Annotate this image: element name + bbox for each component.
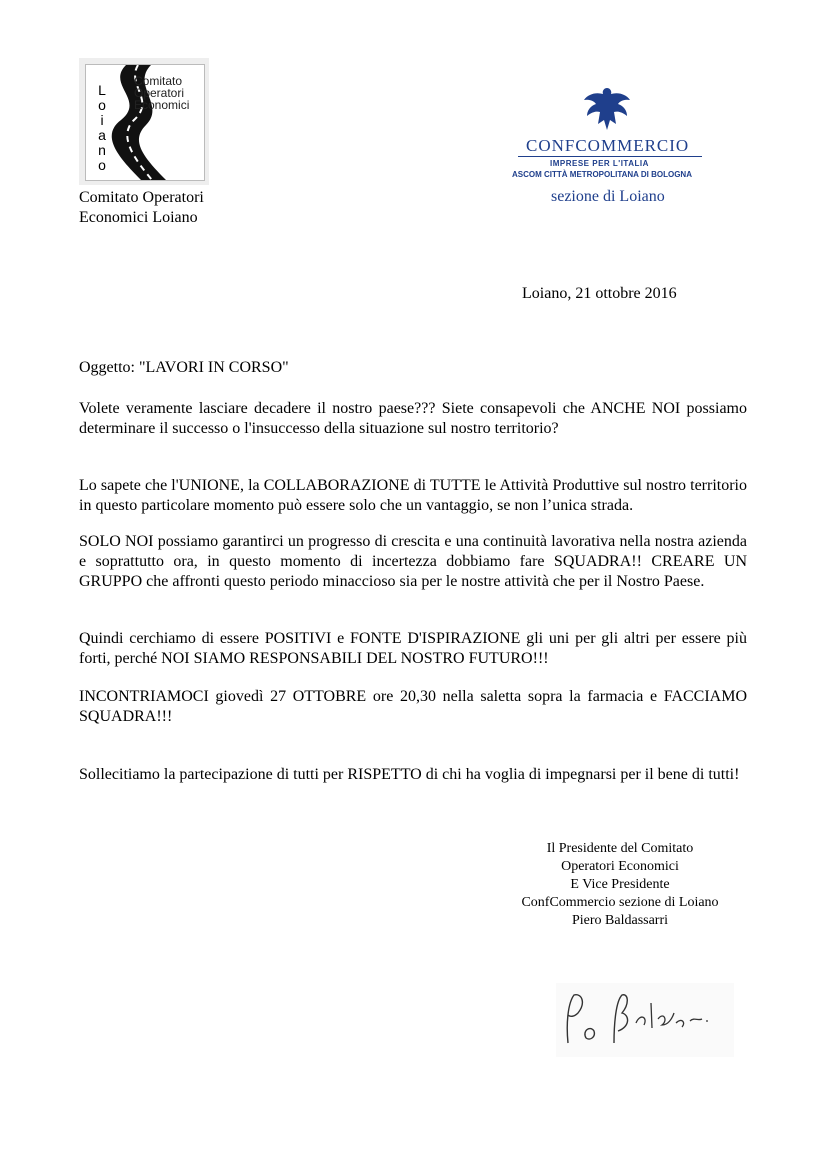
divider	[518, 156, 702, 157]
confcommercio-tagline: IMPRESE PER L'ITALIA	[550, 159, 649, 168]
eagle-icon	[582, 84, 632, 132]
paragraph: Lo sapete che l'UNIONE, la COLLABORAZIONE di TUTTE le Attività Produttive sul nostro territorio in questo particolare momento può essere solo che un vantaggio, se non l’unica strada.	[79, 477, 747, 514]
paragraph: Volete veramente lasciare decadere il nostro paese??? Siete consapevoli che ANCHE NOI possiamo determinare il successo o l'insuccesso della situazione sul nostro territorio?	[79, 400, 747, 437]
confcommercio-ascom: ASCOM CITTÀ METROPOLITANA DI BOLOGNA	[512, 170, 692, 179]
logo-vertical-text: L o i a n o	[98, 82, 106, 173]
confcommercio-name: CONFCOMMERCIO	[526, 136, 690, 155]
logo-text: Comitato Operatori Economici	[134, 74, 190, 112]
signature-block: Il Presidente del Comitato Operatori Economici E Vice Presidente ConfCommercio sezione di Loiano Piero Baldassarri	[521, 841, 719, 928]
letter-date: Loiano, 21 ottobre 2016	[522, 285, 677, 302]
letter-subject: Oggetto: "LAVORI IN CORSO"	[79, 359, 289, 376]
committee-name: Comitato Operatori Economici Loiano	[79, 189, 204, 226]
section-label: sezione di Loiano	[551, 188, 665, 205]
paragraph: Quindi cerchiamo di essere POSITIVI e FONTE D'ISPIRAZIONE gli uni per gli altri per essere più forti, perché NOI SIAMO RESPONSABILI DEL NOSTRO FUTURO!!!	[79, 630, 747, 667]
paragraph: INCONTRIAMOCI giovedì 27 OTTOBRE ore 20,30 nella saletta sopra la farmacia e FACCIAMO SQUADRA!!!	[79, 688, 747, 725]
paragraph: Sollecitiamo la partecipazione di tutti per RISPETTO di chi ha voglia di impegnarsi per il bene di tutti!	[79, 766, 740, 783]
handwritten-signature	[556, 983, 734, 1057]
paragraph: SOLO NOI possiamo garantirci un progresso di crescita e una continuità lavorativa nella nostra azienda e soprattutto ora, in questo momento di incertezza dobbiamo fare SQUADRA!! CREARE UN GRUPPO che affronti questo periodo minaccioso sia per le nostre attività che per il Nostro Paese.	[79, 533, 747, 590]
committee-logo	[79, 58, 209, 185]
